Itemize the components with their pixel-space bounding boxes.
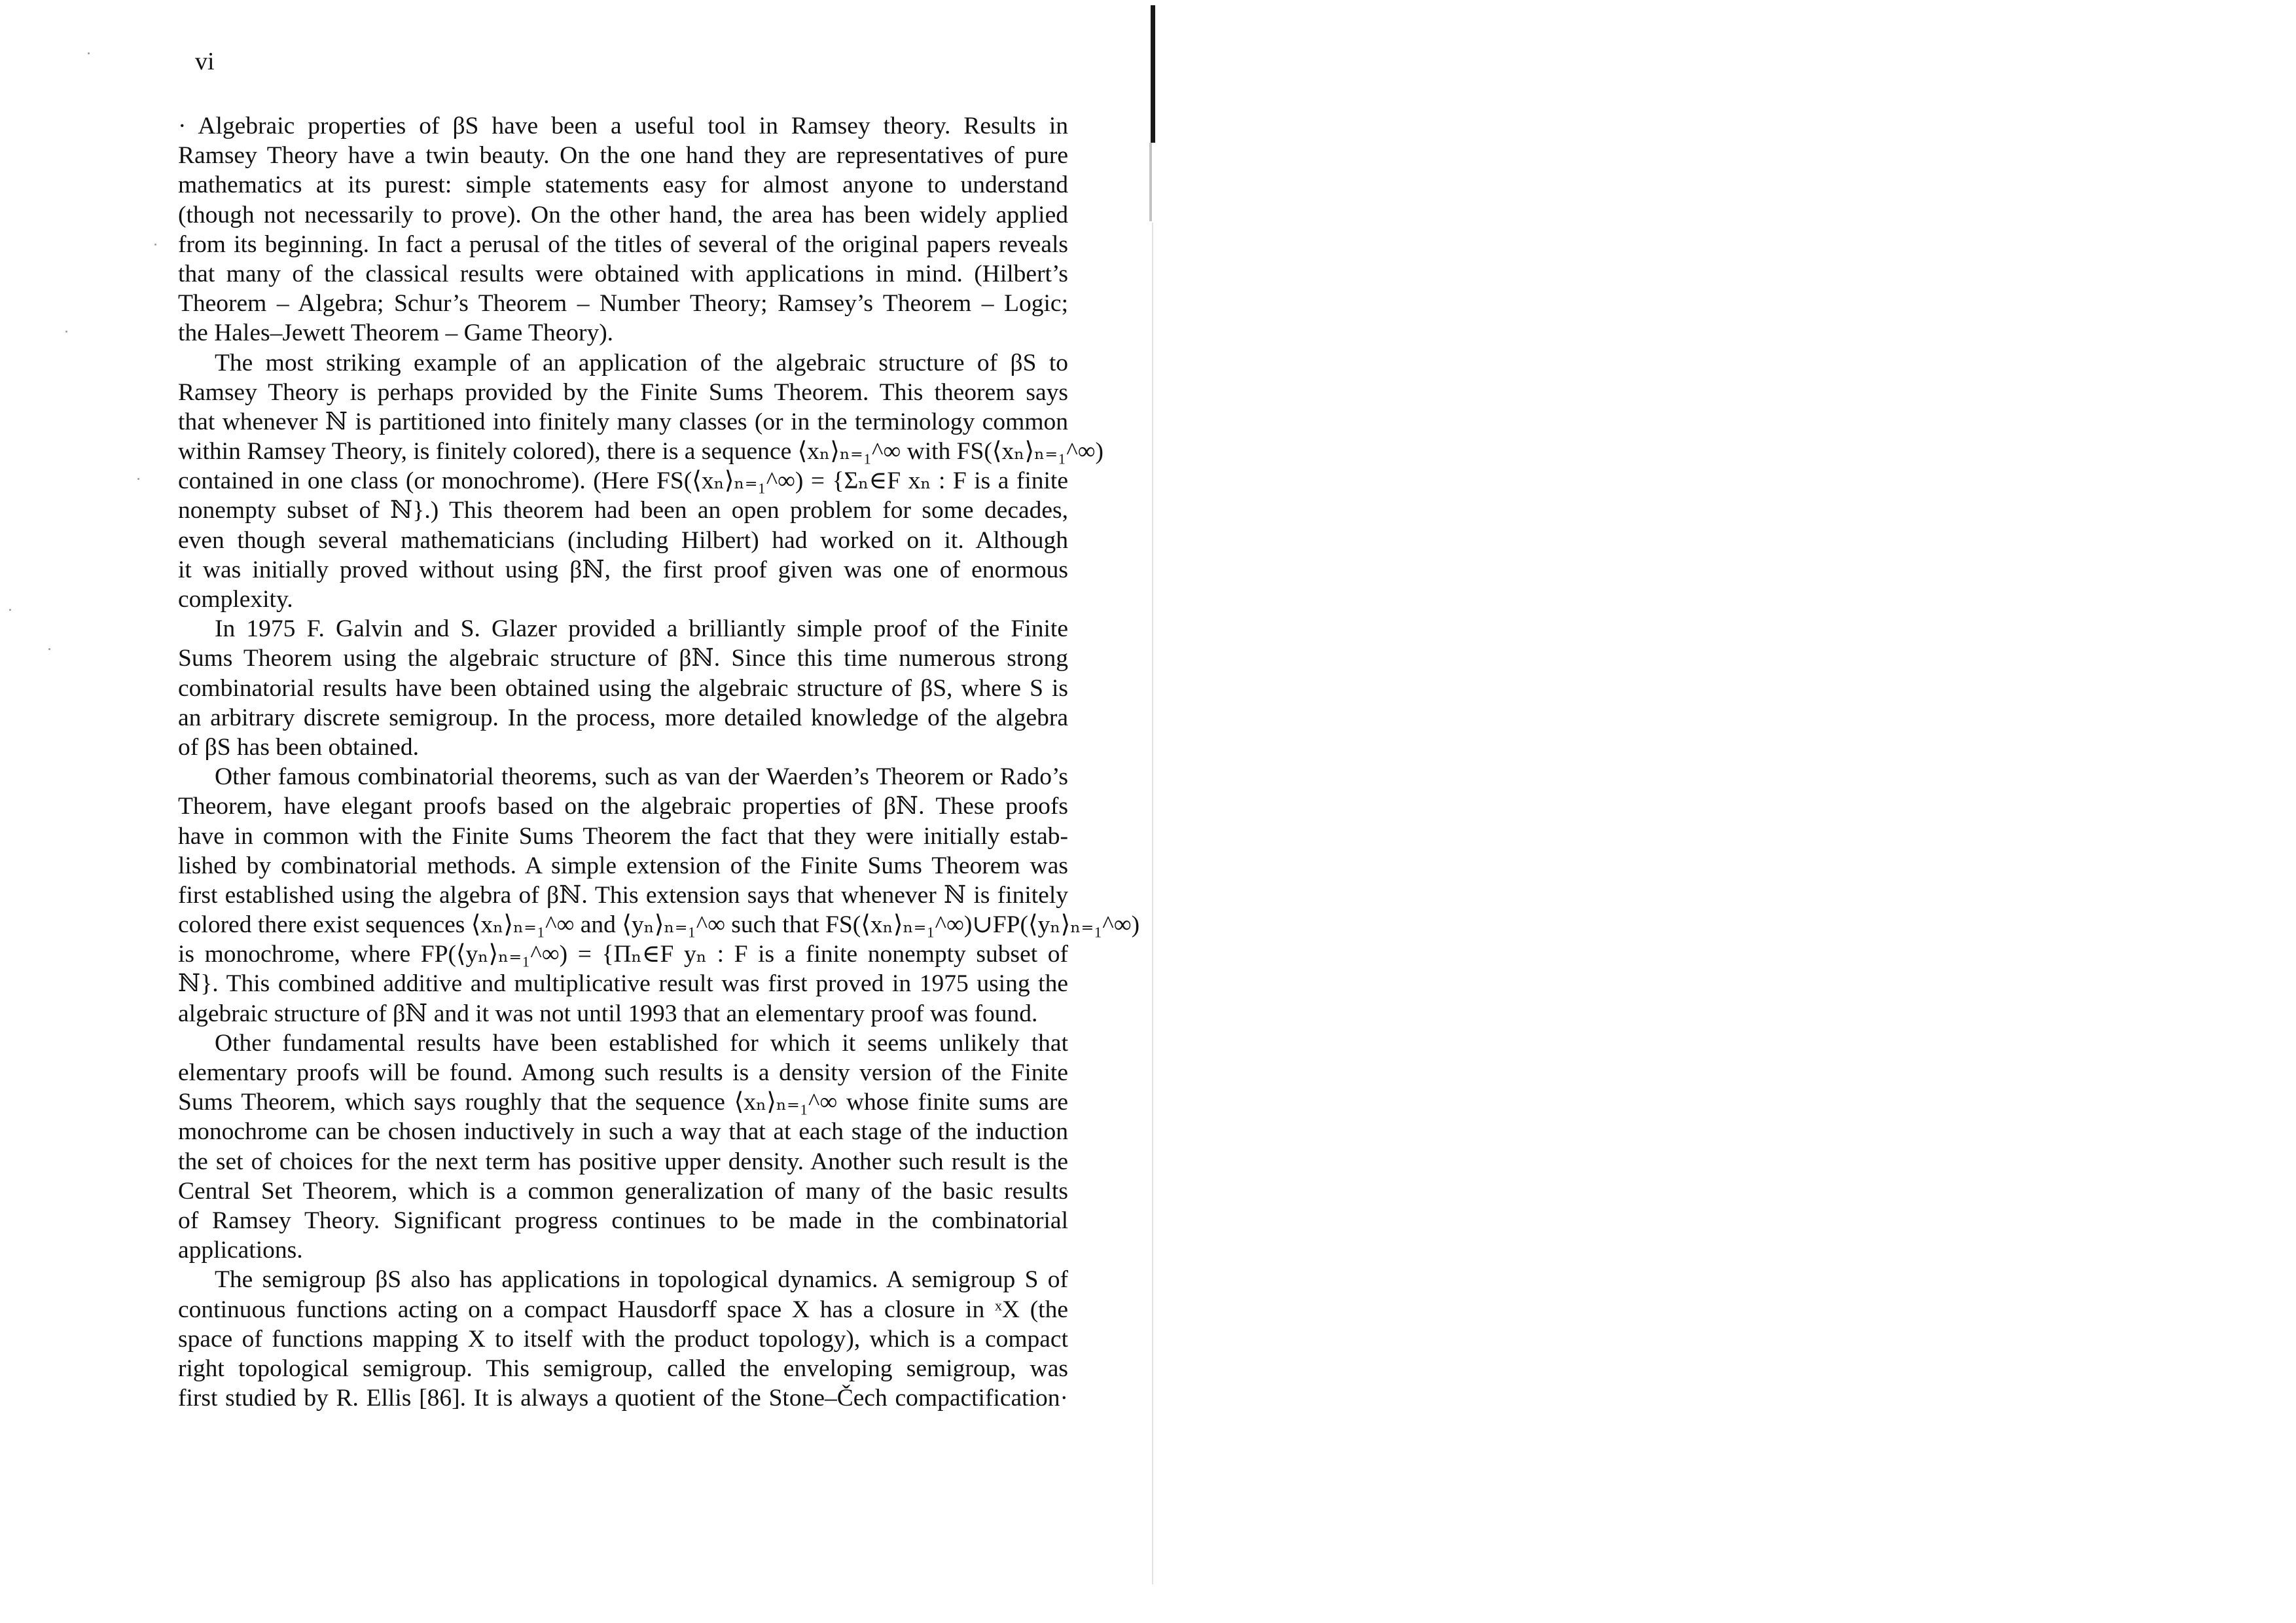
text-line: space of functions mapping X to itself with the product topology), which is a compact	[178, 1325, 1068, 1353]
text-line: Ramsey Theory have a twin beauty. On the one hand they are representatives of pure	[178, 142, 1068, 170]
scan-speck	[9, 609, 11, 611]
text-line: mathematics at its purest: simple statements easy for almost anyone to understand	[178, 172, 1068, 199]
body-text	[178, 111, 1140, 1413]
scan-speck	[48, 648, 50, 650]
text-line: of Ramsey Theory. Significant progress continues to be made in the combinatorial	[178, 1207, 1068, 1234]
page-number: vi	[195, 48, 215, 75]
text-line: contained in one class (or monochrome). (Here FS(⟨xₙ⟩ₙ₌₁^∞) = {Σₙ∈F xₙ : F is a finite	[178, 467, 1068, 495]
text-line: The most striking example of an application of the algebraic structure of βS to	[215, 349, 1068, 376]
text-line: Theorem, have elegant proofs based on the algebraic properties of βℕ. These proofs	[178, 793, 1068, 820]
text-line: ℕ}. This combined additive and multiplicative result was first proved in 1975 using the	[178, 970, 1068, 998]
text-line: first established using the algebra of βℕ. This extension says that whenever ℕ is finitely	[178, 881, 1068, 909]
text-line: monochrome can be chosen inductively in such a way that at each stage of the induction	[178, 1118, 1068, 1146]
text-line: combinatorial results have been obtained using the algebraic structure of βS, where S is	[178, 674, 1068, 702]
text-line: applications.	[178, 1237, 303, 1264]
text-line: an arbitrary discrete semigroup. In the process, more detailed knowledge of the algebra	[178, 704, 1068, 731]
text-line: Sums Theorem using the algebraic structure of βℕ. Since this time numerous strong	[178, 645, 1068, 672]
text-line: The semigroup βS also has applications in topological dynamics. A semigroup S of	[215, 1266, 1068, 1294]
text-line: (though not necessarily to prove). On the other hand, the area has been widely applied	[178, 201, 1068, 228]
scan-speck	[137, 478, 139, 480]
binding-shadow-light	[1149, 143, 1152, 221]
binding-shadow-dark	[1151, 5, 1155, 143]
text-line: complexity.	[178, 586, 293, 613]
text-line: algebraic structure of βℕ and it was not until 1993 that an elementary proof was found.	[178, 1000, 1038, 1027]
text-line: nonempty subset of ℕ}.) This theorem had been an open problem for some decades,	[178, 497, 1068, 524]
text-line: Other fundamental results have been established for which it seems unlikely that	[215, 1029, 1068, 1057]
text-line: Ramsey Theory is perhaps provided by the Finite Sums Theorem. This theorem says	[178, 378, 1068, 406]
text-line: from its beginning. In fact a perusal of the titles of several of the original papers reveals	[178, 230, 1068, 258]
text-line: that whenever ℕ is partitioned into finitely many classes (or in the terminology common	[178, 408, 1068, 435]
text-line: within Ramsey Theory, is finitely colored), there is a sequence ⟨xₙ⟩ₙ₌₁^∞ with FS(⟨xₙ⟩ₙ₌₁^∞)	[178, 438, 1104, 465]
text-line: of βS has been obtained.	[178, 733, 419, 761]
text-line: even though several mathematicians (including Hilbert) had worked on it. Although	[178, 526, 1068, 554]
text-line: the set of choices for the next term has positive upper density. Another such result is the	[178, 1148, 1068, 1175]
text-line: the Hales–Jewett Theorem – Game Theory).	[178, 319, 614, 347]
text-line: is monochrome, where FP(⟨yₙ⟩ₙ₌₁^∞) = {Πₙ∈F yₙ : F is a finite nonempty subset of	[178, 941, 1068, 968]
text-line: · Algebraic properties of βS have been a useful tool in Ramsey theory. Results in	[178, 113, 1068, 139]
text-line: first studied by R. Ellis [86]. It is always a quotient of the Stone–Čech compactification·	[178, 1385, 1068, 1412]
text-line: lished by combinatorial methods. A simple extension of the Finite Sums Theorem was	[178, 852, 1068, 879]
text-line: Central Set Theorem, which is a common generalization of many of the basic results	[178, 1177, 1068, 1205]
text-line: right topological semigroup. This semigroup, called the enveloping semigroup, was	[178, 1355, 1068, 1382]
scan-speck	[154, 244, 156, 246]
scan-speck	[88, 52, 90, 54]
binding-gutter-line	[1152, 223, 1153, 1584]
text-line: it was initially proved without using βℕ, the first proof given was one of enormous	[178, 556, 1068, 583]
text-line: In 1975 F. Galvin and S. Glazer provided a brilliantly simple proof of the Finite	[215, 615, 1068, 643]
text-line: colored there exist sequences ⟨xₙ⟩ₙ₌₁^∞ and ⟨yₙ⟩ₙ₌₁^∞ such that FS(⟨xₙ⟩ₙ₌₁^∞)∪FP(⟨yₙ⟩ₙ₌₁^∞)	[178, 911, 1140, 939]
text-line: Other famous combinatorial theorems, such as van der Waerden’s Theorem or Rado’s	[215, 763, 1068, 791]
text-line: elementary proofs will be found. Among such results is a density version of the Finite	[178, 1059, 1068, 1086]
text-line: continuous functions acting on a compact Hausdorff space X has a closure in ˣX (the	[178, 1296, 1068, 1323]
text-line: that many of the classical results were obtained with applications in mind. (Hilbert’s	[178, 260, 1068, 287]
text-line: Sums Theorem, which says roughly that the sequence ⟨xₙ⟩ₙ₌₁^∞ whose finite sums are	[178, 1089, 1068, 1116]
text-line: Theorem – Algebra; Schur’s Theorem – Number Theory; Ramsey’s Theorem – Logic;	[178, 290, 1068, 318]
scan-speck	[65, 331, 67, 333]
text-line: have in common with the Finite Sums Theorem the fact that they were initially estab-	[178, 822, 1068, 850]
